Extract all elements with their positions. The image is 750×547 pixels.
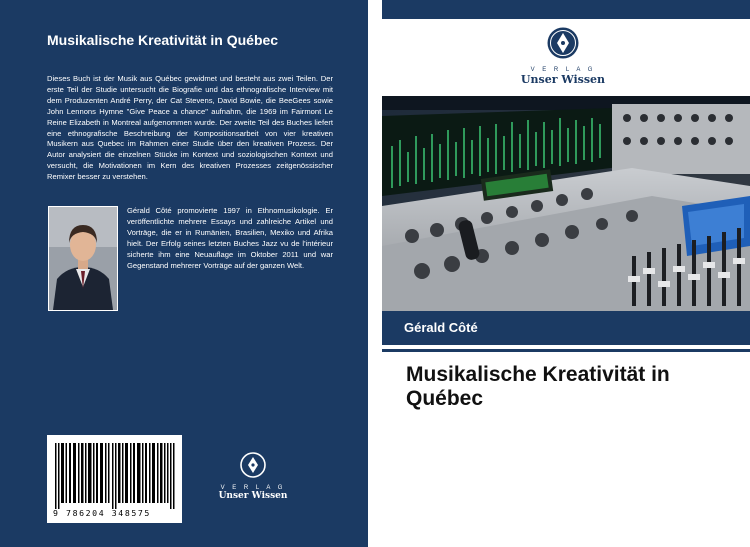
author-photo <box>48 206 118 311</box>
cover-image-mixing-console <box>382 96 750 311</box>
front-title: Musikalische Kreativität in Québec <box>406 363 670 410</box>
top-band <box>382 0 750 19</box>
publisher-verlag: V E R L A G <box>530 67 596 73</box>
publisher-verlag: V E R L A G <box>220 485 286 491</box>
barcode <box>47 435 182 523</box>
divider <box>382 349 750 352</box>
back-publisher-logo <box>214 452 292 504</box>
book-description: Dieses Buch ist der Musik aus Québec gewidmet und besteht aus zwei Teilen. Der erste Teil der Studie untersucht die Biografie und das ethnografische Interview mit dem Produzenten André Perry, der Cat Stevens, David Bowie, die BeeGees sowie John Lennons Hymne "Give Peace a chance" aufnahm, die 1969 im Fairmont Le Reine Elizabeth in Montreal aufgenommen wurde. Der zweite Teil des Buches liefert eine ethnografische Beschreibung der Kompositionsarbeit von vier kreativen Musikern aus Quebec im Rahmen einer Studie über den kreativen Prozess. Der Autor analysiert die einzelnen Stücke im Kontext und soziologischen Kontext und versucht, die Motivationen im Kern des kreativen Prozesses zeitgenössischer Remixer besser zu verstehen. <box>47 74 333 182</box>
barcode-bars <box>55 443 175 509</box>
isbn-digits: 9 786204 348575 <box>53 508 151 518</box>
publisher-name: Unser Wissen <box>218 491 288 501</box>
publisher-name: Unser Wissen <box>520 73 606 86</box>
pen-nib-icon <box>240 452 266 478</box>
back-title: Musikalische Kreativität in Québec <box>47 32 279 48</box>
spine <box>368 0 382 547</box>
pen-nib-icon <box>546 26 580 60</box>
front-author-name: Gérald Côté <box>404 320 478 335</box>
front-publisher-logo <box>518 26 608 86</box>
author-bio: Gérald Côté promovierte 1997 in Ethnomusikologie. Er veröffentlichte mehrere Essays und zahlreiche Artikel und Vorträge, die er in Rumänien, Brasilien, Mexiko und Afrika hielt. Der Erfolg seines letzten Buches Jazz vu de l'intérieur sicherte ihm eine Neuauflage im Oktober 2011 und war Gegenstand mehrerer Vorträge auf der ganzen Welt. <box>127 206 333 270</box>
